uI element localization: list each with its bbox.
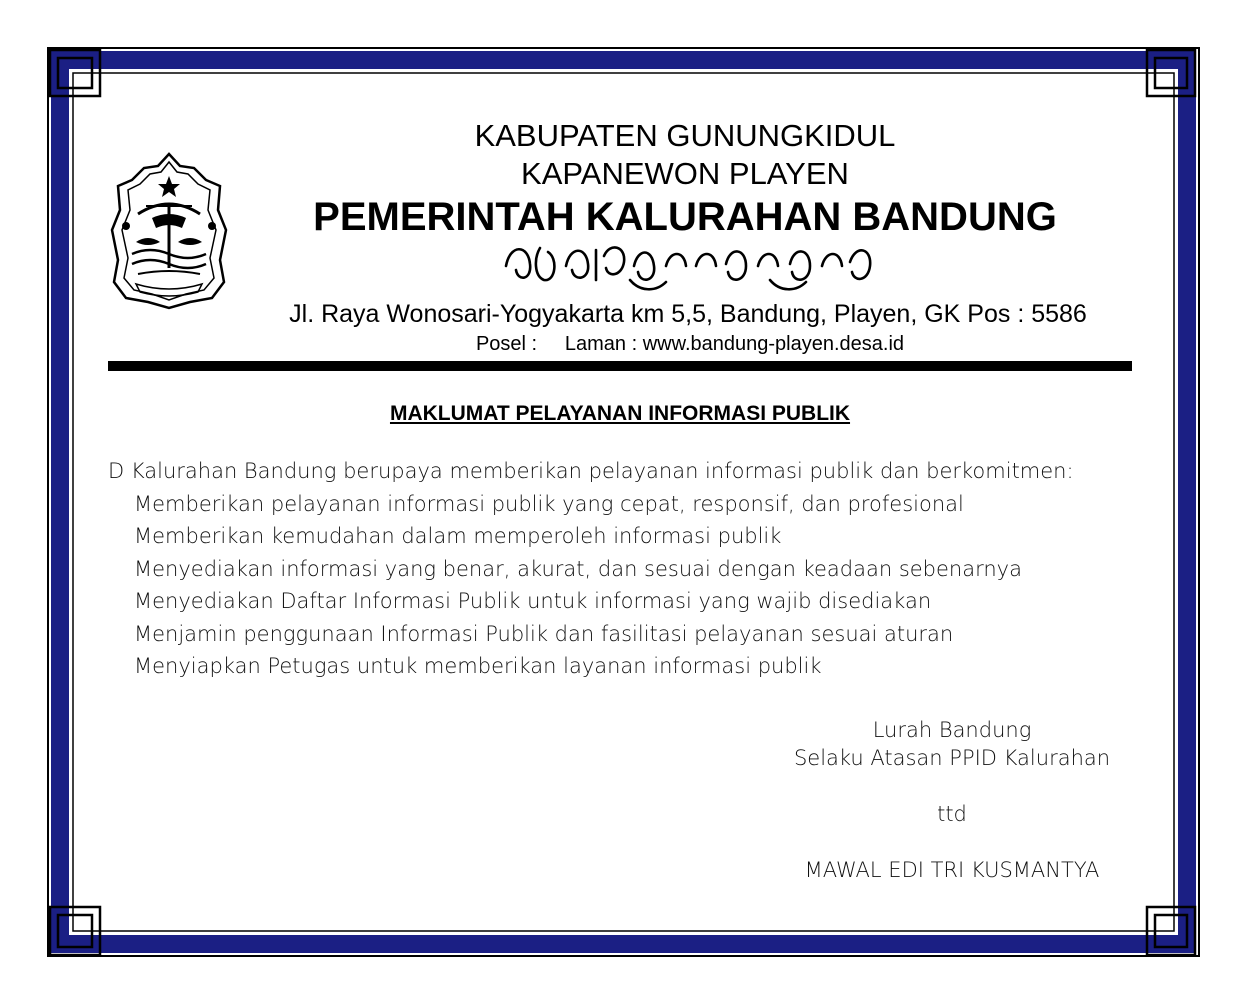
office-address: Jl. Raya Wonosari-Yogyakarta km 5,5, Bandung, Playen, GK Pos : 5586 — [289, 300, 1087, 328]
commitment-list — [134, 488, 1022, 682]
office-contact: Posel : Laman : www.bandung-playen.desa.id — [475, 333, 905, 355]
commitment-item: Memberikan kemudahan dalam memperoleh informasi publik — [134, 524, 782, 549]
signature-mark: ttd — [937, 802, 967, 826]
javanese-script-line — [500, 236, 880, 296]
district-name: KAPANEWON PLAYEN — [521, 156, 849, 191]
commitment-item: Menyiapkan Petugas untuk memberikan layanan informasi publik — [134, 653, 822, 678]
signatory-name: MAWAL EDI TRI KUSMANTYA — [804, 858, 1100, 882]
notice-intro: D Kalurahan Bandung berupaya memberikan pelayanan informasi publik dan berkomitmen: — [108, 459, 1074, 483]
letterhead-divider — [108, 361, 1132, 371]
gunungkidul-regency-emblem-icon — [108, 150, 230, 310]
commitment-item: Menyediakan informasi yang benar, akurat, dan sesuai dengan keadaan sebenarnya — [134, 556, 1022, 581]
regency-name: KABUPATEN GUNUNGKIDUL — [474, 118, 896, 153]
government-name: PEMERINTAH KALURAHAN BANDUNG — [313, 195, 1057, 239]
notice-title: MAKLUMAT PELAYANAN INFORMASI PUBLIK — [389, 402, 851, 425]
commitment-item: Menyediakan Daftar Informasi Publik untuk informasi yang wajib disediakan — [134, 589, 932, 614]
signatory-position: Lurah Bandung — [872, 718, 1032, 742]
signatory-role: Selaku Atasan PPID Kalurahan — [793, 746, 1111, 770]
commitment-item: Memberikan pelayanan informasi publik yang cepat, responsif, dan profesional — [134, 492, 964, 516]
commitment-item: Menjamin penggunaan Informasi Publik dan fasilitasi pelayanan sesuai aturan — [134, 621, 954, 646]
